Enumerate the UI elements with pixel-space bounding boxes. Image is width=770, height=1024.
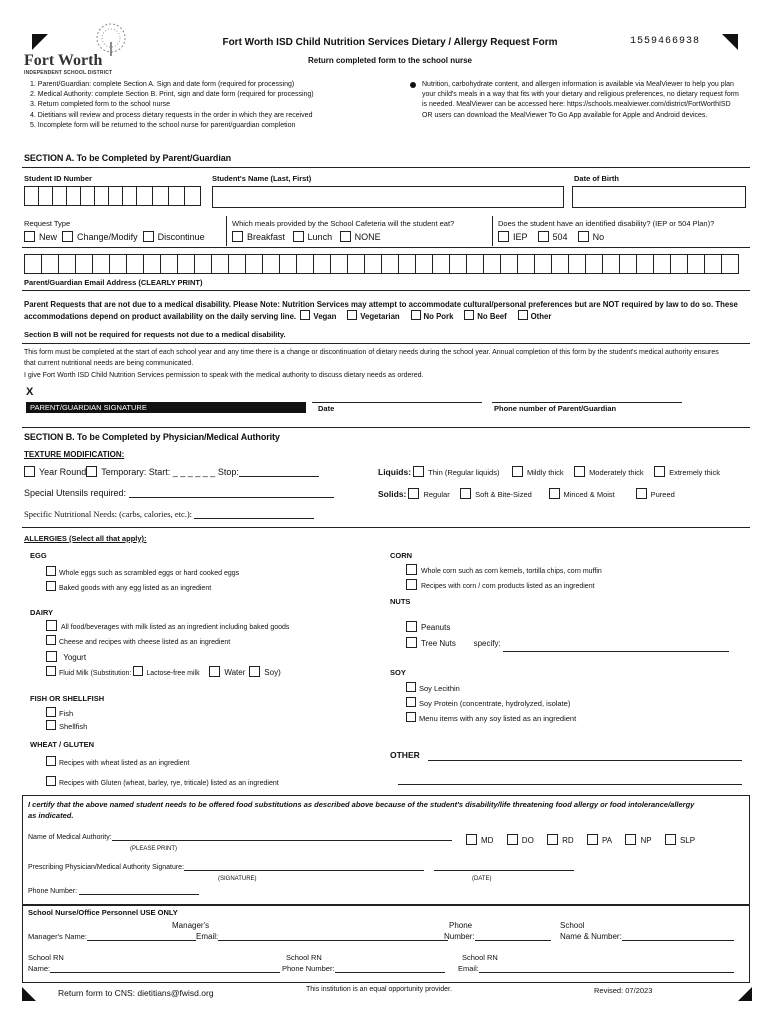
soy-options	[406, 681, 576, 726]
checkbox[interactable]	[46, 635, 56, 645]
nuts-heading: NUTS	[390, 597, 411, 606]
egg-options	[46, 566, 239, 596]
request-type-label: Request Type	[24, 219, 71, 228]
year-round-option[interactable]: Year Round	[24, 467, 86, 477]
other-field[interactable]	[428, 760, 742, 761]
texture-row	[24, 466, 319, 477]
rn-email-top: School RN	[462, 953, 498, 962]
liquid-moderately-option[interactable]: Moderately thick	[574, 468, 644, 477]
divider	[22, 343, 750, 344]
bullet-icon	[410, 82, 416, 88]
dob-label: Date of Birth	[574, 174, 619, 183]
instruction-item: 1. Parent/Guardian: complete Section A. Sign and date form (required for processing)	[30, 81, 295, 88]
utensils-row	[24, 488, 334, 498]
credential-md-option[interactable]: MD	[466, 836, 493, 845]
checkbox[interactable]	[587, 834, 598, 845]
corn-whole-option[interactable]: Whole corn such as corn kernels, tortilla chips, corn muffin	[406, 564, 602, 579]
physician-signature-label: Prescribing Physician/Medical Authority Signature:	[28, 864, 185, 871]
disability-no-option[interactable]: No	[578, 232, 605, 242]
pref-vegetarian-option[interactable]: Vegetarian	[347, 312, 399, 321]
checkbox[interactable]	[574, 466, 585, 477]
corn-recipes-option[interactable]: Recipes with corn / corn products listed as an ingredient	[406, 579, 602, 594]
corner-marker-top-right	[722, 34, 738, 50]
liquid-extremely-option[interactable]: Extremely thick	[654, 468, 720, 477]
school-field: Name & Number:	[560, 932, 734, 941]
physician-date-field[interactable]	[434, 870, 574, 871]
date-hint: (DATE)	[472, 876, 492, 882]
signature-hint: (SIGNATURE)	[218, 876, 257, 882]
equal-opportunity-statement: This institution is an equal opportunity provider.	[306, 986, 452, 993]
phone-field: Number:	[444, 932, 551, 941]
return-instructions: Return form to CNS: dietitians@fwisd.org	[58, 988, 214, 998]
dob-field[interactable]	[572, 186, 746, 208]
fish-heading: FISH OR SHELLFISH	[30, 694, 105, 703]
fluid-milk-row: Fluid Milk (Substitution: Lactose-free milk Water Soy)	[46, 665, 289, 681]
certify-text: I certify that the above named student needs to be offered food substitutions as described above because of the student's disability/life threatening food allergy or food intolerance/allergy as indicated.	[28, 800, 695, 820]
disability-iep-option[interactable]: IEP	[498, 232, 528, 242]
physician-signature-field[interactable]	[184, 870, 424, 871]
checkbox[interactable]	[86, 466, 97, 477]
instruction-item: 4. Dietitians will review and process dietary requests in the order in which they are received	[30, 111, 313, 119]
wheat-recipes-option[interactable]: Recipes with wheat listed as an ingredient	[46, 754, 279, 774]
checkbox[interactable]	[549, 488, 560, 499]
peanuts-option[interactable]: Peanuts	[406, 620, 729, 636]
checkbox[interactable]	[24, 466, 35, 477]
checkbox[interactable]	[636, 488, 647, 499]
disability-question: Does the student have an identified disability? (IEP or 504 Plan)?	[498, 219, 715, 228]
allergies-title: ALLERGIES (Select all that apply):	[24, 534, 147, 543]
solid-regular-option[interactable]: Regular	[408, 490, 449, 499]
solids-row	[378, 488, 675, 499]
student-id-boxes[interactable]	[24, 186, 201, 206]
rn-email-line[interactable]	[479, 972, 734, 973]
shellfish-option[interactable]: Shellfish	[46, 720, 87, 733]
dairy-cheese-option[interactable]: Cheese and recipes with cheese listed as an ingredient	[46, 635, 289, 650]
checkbox[interactable]	[411, 310, 421, 320]
divider	[22, 167, 750, 168]
checkbox[interactable]	[46, 651, 57, 662]
utensils-label: Special Utensils required:	[24, 488, 127, 498]
liquid-mildly-option[interactable]: Mildly thick	[512, 468, 564, 477]
start-field[interactable]: Start: _ _ _ _ _ _	[148, 467, 216, 477]
dairy-options	[46, 620, 289, 681]
divider	[22, 427, 750, 428]
checkbox[interactable]	[293, 231, 304, 242]
request-discontinue-option[interactable]: Discontinue	[143, 232, 205, 242]
checkbox[interactable]	[133, 666, 143, 676]
checkbox[interactable]	[654, 466, 665, 477]
checkbox[interactable]	[578, 231, 589, 242]
permission-text: I give Fort Worth ISD Child Nutrition Services permission to speak with the medical authority to discuss dietary needs as ordered.	[24, 372, 424, 379]
wheat-options	[46, 754, 279, 794]
utensils-field[interactable]	[129, 497, 334, 498]
meals-question: Which meals provided by the School Cafeteria will the student eat?	[232, 219, 455, 228]
request-type-options	[24, 231, 205, 242]
tree-nuts-option[interactable]: Tree Nuts specify:	[406, 636, 729, 652]
checkbox[interactable]	[464, 310, 474, 320]
specific-needs-label: Specific Nutritional Needs: (carbs, calories, etc.):	[24, 509, 193, 519]
instruction-item: 2. Medical Authority: complete Section B. Print, sign and date form (required for processing)	[30, 91, 314, 99]
checkbox[interactable]	[406, 682, 416, 692]
checkbox[interactable]	[406, 621, 417, 632]
disability-504-option[interactable]: 504	[538, 232, 568, 242]
medical-authority-row	[28, 834, 452, 841]
egg-baked-option[interactable]: Baked goods with any egg listed as an ingredient	[46, 581, 239, 596]
form-subtitle: Return completed form to the school nurse	[307, 56, 472, 65]
date-label: Date	[318, 404, 335, 413]
physician-phone-field[interactable]	[79, 894, 199, 895]
phone-line[interactable]	[475, 940, 551, 941]
parent-signature-field[interactable]: PARENT/GUARDIAN SIGNATURE	[26, 402, 306, 413]
section-a-title: SECTION A. To be Completed by Parent/Guardian	[24, 153, 232, 163]
nuts-options	[406, 620, 729, 652]
pref-vegan-option[interactable]: Vegan	[300, 312, 336, 321]
section-b-note: Section B will not be required for requests not due to a medical disability.	[24, 330, 286, 339]
completion-text: This form must be completed at the start of each school year and any time there is a change or discontinuation of dietary needs during the school year. Annual completion of this form by the student's medical authority ensures that current nutritional needs are being communicated.	[24, 349, 719, 367]
checkbox[interactable]	[507, 834, 518, 845]
solid-minced-option[interactable]: Minced & Moist	[549, 490, 615, 499]
student-name-field[interactable]	[212, 186, 564, 208]
liquids-row	[378, 466, 758, 477]
dairy-yogurt-option[interactable]: Yogurt	[46, 650, 289, 665]
soy-lecithin-option[interactable]: Soy Lecithin	[406, 681, 576, 696]
checkbox[interactable]	[413, 466, 424, 477]
stop-field[interactable]	[239, 476, 319, 477]
checkbox[interactable]	[46, 707, 56, 717]
specify-field[interactable]	[503, 651, 729, 652]
pref-nobeef-option[interactable]: No Beef	[464, 312, 506, 321]
pref-nopork-option[interactable]: No Pork	[411, 312, 454, 321]
credential-do-option[interactable]: DO	[507, 836, 534, 845]
soy-menu-option[interactable]: Menu items with any soy listed as an ingredient	[406, 711, 576, 726]
checkbox[interactable]	[340, 231, 351, 242]
org-name: Fort Worth	[24, 52, 103, 69]
physician-phone-row	[28, 888, 199, 895]
checkbox[interactable]	[143, 231, 154, 242]
checkbox[interactable]	[46, 720, 56, 730]
district-logo	[24, 22, 134, 78]
wheat-heading: WHEAT / GLUTEN	[30, 740, 95, 749]
request-new-option[interactable]: New	[24, 232, 57, 242]
meal-none-option[interactable]: NONE	[340, 232, 381, 242]
soy-heading: SOY	[390, 668, 406, 677]
instructions-list	[30, 80, 400, 131]
divider	[22, 527, 750, 528]
form-number: 1559466938	[630, 36, 701, 47]
checkbox[interactable]	[46, 776, 56, 786]
checkbox[interactable]	[209, 666, 220, 677]
egg-whole-option[interactable]: Whole eggs such as scrambled eggs or hard cooked eggs	[46, 566, 239, 581]
manager-email-line[interactable]	[118, 940, 196, 941]
school-top: School	[560, 921, 585, 930]
divider	[22, 290, 750, 291]
specify-label: specify:	[473, 639, 501, 648]
corn-heading: CORN	[390, 551, 413, 560]
email-boxes[interactable]	[24, 254, 739, 274]
rn-email-field: Email:	[458, 964, 734, 973]
school-line[interactable]	[622, 940, 734, 941]
liquid-thin-option[interactable]: Thin (Regular liquids)	[413, 468, 499, 477]
checkbox[interactable]	[249, 666, 260, 677]
meal-lunch-option[interactable]: Lunch	[293, 232, 333, 242]
revised-date: Revised: 07/2023	[594, 986, 653, 995]
medical-authority-label: Name of Medical Authority:	[28, 834, 112, 841]
rn-phone-field: Phone Number:	[282, 964, 445, 973]
rn-phone-line[interactable]	[335, 972, 445, 973]
checkbox[interactable]	[406, 564, 417, 575]
email-label: Parent/Guardian Email Address (CLEARLY PRINT)	[24, 278, 203, 287]
physician-signature-row	[28, 864, 574, 871]
manager-name-field: Manager's Name:	[28, 932, 177, 941]
checkbox[interactable]	[46, 666, 56, 676]
signature-x-mark: X	[26, 386, 34, 398]
checkbox[interactable]	[46, 581, 56, 591]
temporary-option[interactable]: Temporary:	[86, 467, 146, 477]
checkbox[interactable]	[46, 620, 57, 631]
parent-phone-label: Phone number of Parent/Guardian	[494, 404, 617, 413]
rn-name-top: School RN	[28, 953, 64, 962]
checkbox[interactable]	[466, 834, 477, 845]
office-use-title: School Nurse/Office Personnel USE ONLY	[28, 908, 178, 917]
solid-soft-option[interactable]: Soft & Bite-Sized	[460, 490, 532, 499]
other-label: OTHER	[390, 750, 420, 760]
checkbox[interactable]	[300, 310, 310, 320]
corner-marker-bottom-left	[22, 987, 36, 1001]
checkbox[interactable]	[538, 231, 549, 242]
checkbox[interactable]	[232, 231, 243, 242]
stop-label: Stop:	[217, 467, 239, 477]
credential-pa-option[interactable]: PA	[587, 836, 612, 845]
form-title: Fort Worth ISD Child Nutrition Services Dietary / Allergy Request Form	[222, 37, 558, 48]
checkbox[interactable]	[547, 834, 558, 845]
credentials-row	[466, 834, 695, 845]
specific-needs-row	[24, 509, 314, 519]
checkbox[interactable]	[518, 310, 528, 320]
dairy-heading: DAIRY	[30, 608, 54, 617]
credential-np-option[interactable]: NP	[625, 836, 651, 845]
checkbox[interactable]	[406, 697, 416, 707]
checkbox[interactable]	[46, 566, 56, 576]
egg-heading: EGG	[30, 551, 47, 560]
dairy-milk-option[interactable]: All food/beverages with milk listed as an ingredient including baked goods	[46, 620, 289, 635]
checkbox[interactable]	[406, 579, 417, 590]
physician-phone-label: Phone Number:	[28, 888, 78, 895]
checkbox[interactable]	[512, 466, 523, 477]
checkbox[interactable]	[62, 231, 73, 242]
fish-options	[46, 707, 87, 733]
corner-marker-bottom-right	[738, 987, 752, 1001]
manager-email-field: Email:	[118, 932, 448, 941]
section-b-title: SECTION B. To be Completed by Physician/Medical Authority	[24, 432, 280, 442]
manager-email-top: Manager's	[172, 921, 210, 930]
disability-options	[498, 231, 604, 242]
soy-protein-option[interactable]: Soy Protein (concentrate, hydrolyzed, isolate)	[406, 696, 576, 711]
gluten-recipes-option[interactable]: Recipes with Gluten (wheat, barley, rye, triticale) listed as an ingredient	[46, 774, 279, 794]
credential-slp-option[interactable]: SLP	[665, 836, 695, 845]
checkbox[interactable]	[408, 488, 419, 499]
manager-email-line-2[interactable]	[218, 940, 448, 941]
liquids-label: Liquids:	[378, 467, 412, 477]
meal-breakfast-option[interactable]: Breakfast	[232, 232, 285, 242]
solids-label: Solids:	[378, 489, 407, 499]
checkbox[interactable]	[665, 834, 676, 845]
fish-option[interactable]: Fish	[46, 707, 87, 720]
checkbox[interactable]	[460, 488, 471, 499]
solid-pureed-option[interactable]: Pureed	[636, 490, 675, 499]
instruction-item: 3. Return completed form to the school nurse	[30, 101, 171, 109]
pref-other-option[interactable]: Other	[518, 312, 552, 321]
specific-needs-field[interactable]	[194, 518, 314, 519]
checkbox[interactable]	[24, 231, 35, 242]
checkbox[interactable]	[406, 637, 417, 648]
vertical-divider	[492, 216, 493, 246]
checkbox[interactable]	[625, 834, 636, 845]
student-name-label: Student's Name (Last, First)	[212, 174, 312, 183]
request-change-option[interactable]: Change/Modify	[62, 232, 138, 242]
checkbox[interactable]	[406, 712, 416, 722]
vertical-divider	[226, 216, 227, 246]
other-field-line-2[interactable]	[398, 784, 742, 785]
please-print-hint: (PLEASE PRINT)	[130, 846, 178, 852]
phone-line[interactable]	[492, 402, 682, 403]
org-subtitle: INDEPENDENT SCHOOL DISTRICT	[24, 70, 113, 76]
texture-title: TEXTURE MODIFICATION:	[24, 450, 125, 459]
rn-name-line[interactable]	[50, 972, 280, 973]
date-line[interactable]	[312, 402, 482, 403]
mealviewer-note: Nutrition, carbohydrate content, and allergen information is available via MealViewer to help you plan your child's meals in a way that fits with your dietary and religious preferences, no dietary request form is needed. MealViewer can be accessed here: https://schools.mealviewer.com/district/FortWorthISD OR users can download the MealViewer To Go App available for Apple and Android devices.	[422, 81, 739, 119]
meals-options	[232, 231, 381, 242]
medical-authority-field[interactable]	[112, 840, 452, 841]
credential-rd-option[interactable]: RD	[547, 836, 574, 845]
rn-name-field: Name:	[28, 964, 280, 973]
parent-requests-text: Parent Requests that are not due to a medical disability. Please Note: Nutrition Services may attempt to accommodate cultural/personal preferences but are NOT required by law to do so. These accommodations depend on product availability on the daily serving line. Vegan Vegetarian No Pork No Beef Other	[24, 300, 738, 321]
checkbox[interactable]	[46, 756, 56, 766]
checkbox[interactable]	[498, 231, 509, 242]
phone-top: Phone	[449, 921, 473, 930]
divider	[22, 247, 750, 248]
rn-phone-top: School RN	[286, 953, 322, 962]
student-id-label: Student ID Number	[24, 174, 92, 183]
instruction-item: 5. Incomplete form will be returned to the school nurse for parent/guardian completion	[30, 121, 296, 129]
corn-options	[406, 564, 602, 594]
checkbox[interactable]	[347, 310, 357, 320]
